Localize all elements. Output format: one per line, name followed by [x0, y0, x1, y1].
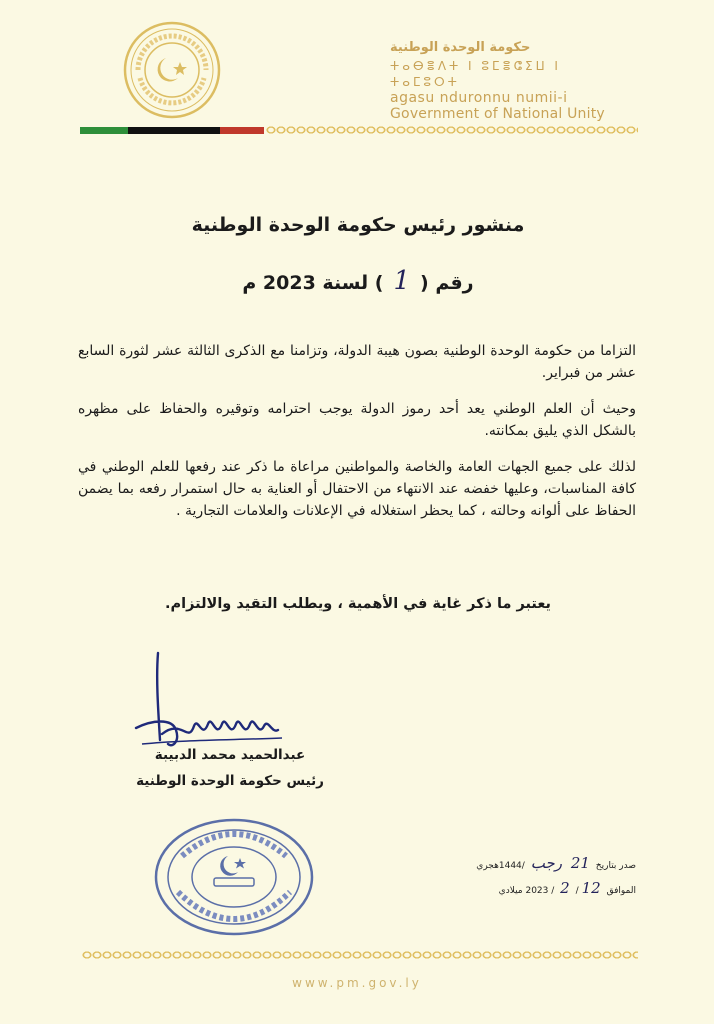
gov-name-english: Government of National Unity	[390, 106, 605, 122]
gov-name-tifinagh: ⵜⴰⴱⴻⴷⵜ ⵏ ⵓⵎⴻⵛⵉⵡ ⵏ ⵜⴰⵎⵓⵔⵜ	[390, 59, 561, 89]
hijri-month: رجب	[530, 854, 562, 872]
document-number	[80, 266, 636, 296]
government-seal-icon	[122, 20, 222, 120]
number-prefix: رقم (	[420, 272, 474, 294]
number-suffix: ) لسنة 2023 م	[242, 272, 384, 294]
gregorian-date-line: الموافق 12/ 2 / 2023 ميلادي	[498, 879, 636, 897]
document-title: منشور رئيس حكومة الوحدة الوطنية	[191, 214, 525, 236]
greg-month: 2	[560, 879, 570, 897]
footer-website-link[interactable]: www.pm.gov.ly	[292, 976, 422, 990]
corresponding-label: الموافق	[606, 886, 636, 896]
paragraph-2: وحيث أن العلم الوطني يعد أحد رموز الدولة يوجب احترامه وتوقيره والحفاظ على مظهره بالشكل الذي يليق بمكانته.	[78, 401, 636, 439]
issued-label: صدر بتاريخ	[595, 861, 636, 871]
header-chain-border	[266, 126, 638, 134]
closing-statement: يعتبر ما ذكر غاية في الأهمية ، ويطلب التقيد والالتزام.	[165, 596, 551, 612]
hijri-day: 21	[570, 854, 590, 872]
flag-red-segment	[220, 127, 264, 134]
paragraph-3: لذلك على جميع الجهات العامة والخاصة والمواطنين مراعاة ما ذكر عند رفعها للعلم الوطني في كافة المناسبات، وعليها خفضه عند الانتهاء من الاحتفال أو العناية به حال استمرار رفعه بما يضمن الحفاظ على ألوانه وحالته ، كما يحظر استغلاله في الإعلانات والعلامات التجارية .	[78, 459, 636, 519]
greg-year: / 2023 ميلادي	[498, 886, 555, 896]
paragraph-1: التزاما من حكومة الوحدة الوطنية بصون هيبة الدولة، وتزامنا مع الذكرى الثالثة عشر لثورة السابع عشر من فبراير.	[78, 343, 636, 381]
signer-name: عبدالحميد محمد الدبيبة	[154, 747, 306, 763]
signer-block	[120, 742, 340, 794]
hijri-date-line	[440, 852, 636, 877]
greg-day: 12	[581, 879, 601, 897]
gov-name-amazigh: agasu nduronnu numii-i	[390, 90, 568, 106]
flag-black-segment	[128, 127, 220, 134]
number-value: 1	[393, 266, 411, 296]
hijri-year: /1444هجري	[476, 861, 525, 871]
flag-color-bar	[80, 127, 264, 134]
government-name-block	[390, 40, 630, 122]
issue-date-block	[440, 852, 636, 902]
footer-chain-border	[82, 951, 638, 959]
document-body	[78, 340, 636, 536]
official-stamp-icon	[152, 816, 316, 938]
gov-name-arabic: حكومة الوحدة الوطنية	[390, 40, 531, 55]
flag-green-segment	[80, 127, 128, 134]
signer-title: رئيس حكومة الوحدة الوطنية	[136, 773, 324, 789]
